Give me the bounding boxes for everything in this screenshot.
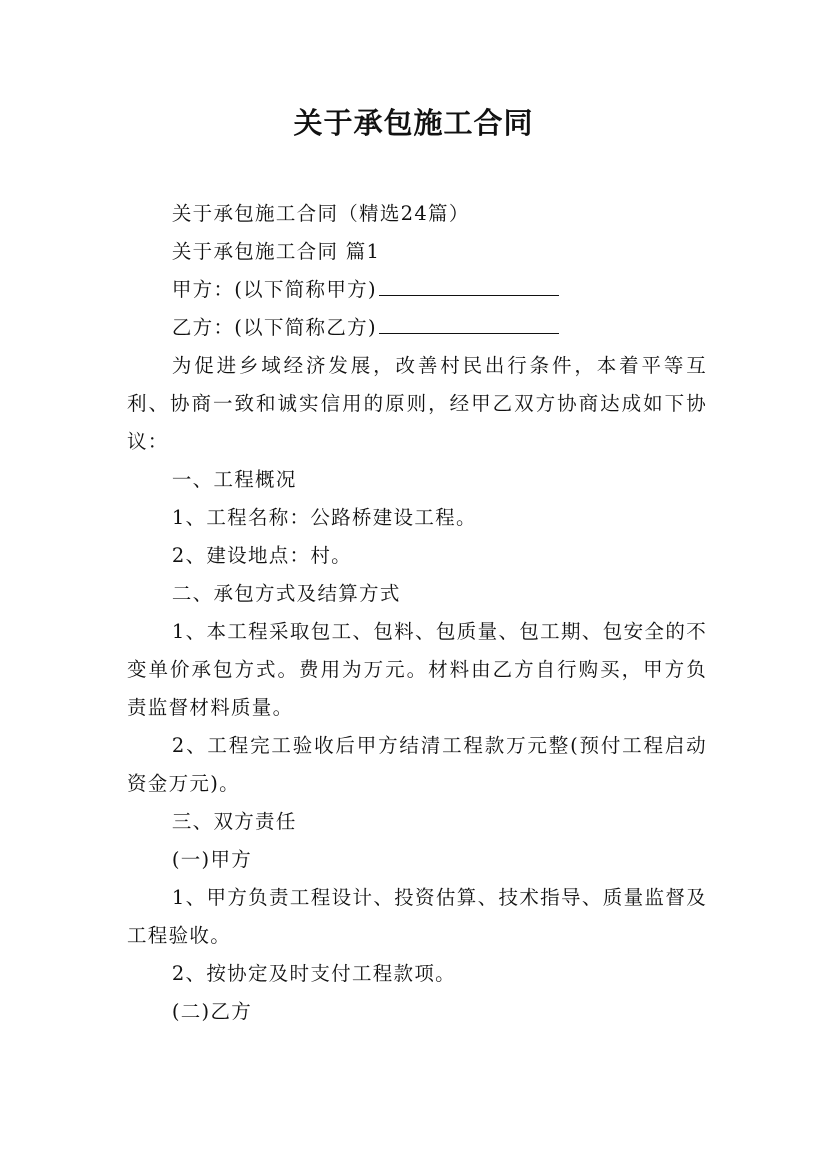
party-b-blank [379,313,559,334]
paragraph-project-location: 2、建设地点：村。 [171,544,352,567]
heading-project-overview: 一、工程概况 [171,468,297,491]
paragraph-project-name: 1、工程名称：公路桥建设工程。 [171,506,477,529]
paragraph-contract-method-1: 1、本工程采取包工、包料、包质量、包工期、包安全的不变单价承包方式。费用为万元。材料由乙方自行购买，甲方负责监督材料质量。 [127,620,707,719]
party-b-line [127,309,707,347]
party-a-blank [379,275,559,296]
heading-party-b: (二)乙方 [171,1000,253,1023]
party-a-line [127,271,707,309]
document-title: 关于承包施工合同 [293,106,534,140]
paragraph-contract-method-2: 2、工程完工验收后甲方结清工程款万元整(预付工程启动资金万元)。 [127,734,707,795]
paragraph-section-heading: 关于承包施工合同 篇1 [171,240,381,263]
heading-responsibilities: 三、双方责任 [171,810,297,833]
heading-contract-method: 二、承包方式及结算方式 [171,582,401,605]
paragraph-preamble: 为促进乡域经济发展，改善村民出行条件，本着平等互利、协商一致和诚实信用的原则，经甲乙双方协商达成如下协议： [127,354,707,453]
paragraph-party-a-duty-1: 1、甲方负责工程设计、投资估算、技术指导、质量监督及工程验收。 [127,886,707,947]
party-a-label: 甲方：(以下简称甲方) [171,278,377,301]
heading-party-a: (一)甲方 [171,848,253,871]
party-b-label: 乙方：(以下简称乙方) [171,316,377,339]
paragraph-party-a-duty-2: 2、按协定及时支付工程款项。 [171,962,456,985]
paragraph-subtitle: 关于承包施工合同（精选24篇） [171,202,470,225]
document-body [127,195,707,1031]
